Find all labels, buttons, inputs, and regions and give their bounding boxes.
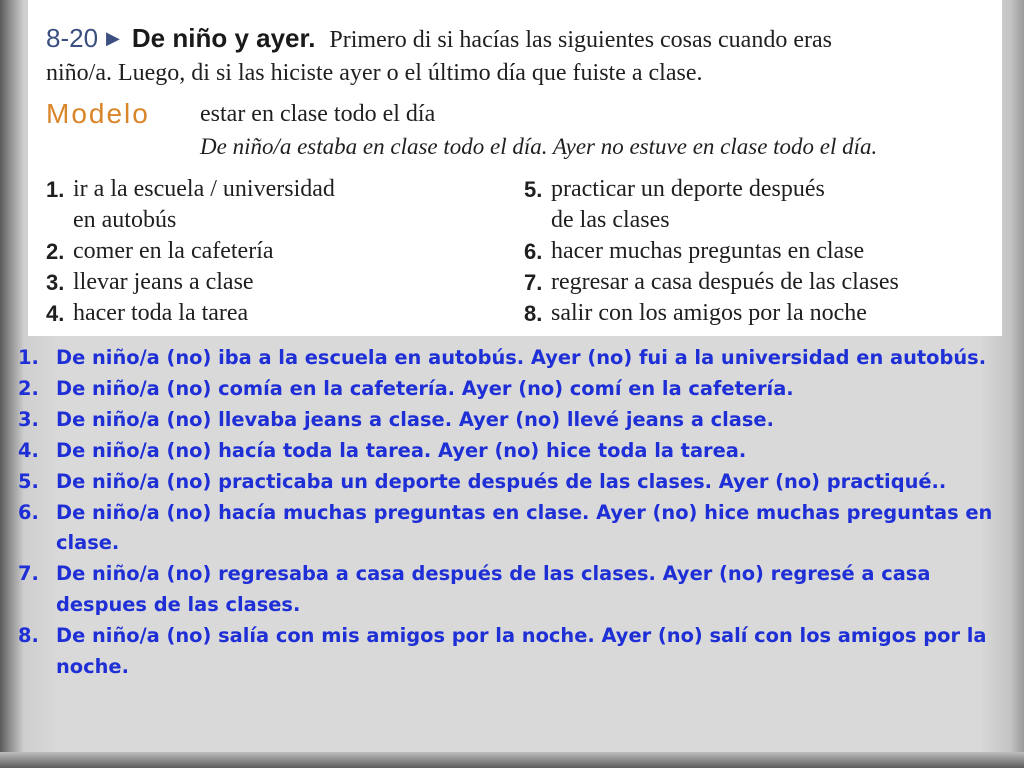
item-number: 7.: [524, 270, 543, 295]
answer-item: [18, 467, 1008, 498]
slide-bottom-edge: [0, 752, 1024, 768]
answer-number: 7.: [18, 562, 39, 586]
list-item: [46, 267, 335, 298]
item-text: hacer toda la tarea: [73, 300, 249, 326]
item-number: 5.: [524, 177, 543, 202]
answer-number: 6.: [18, 500, 39, 524]
list-item: [46, 236, 335, 267]
answer-item: [18, 621, 1008, 683]
items-right-column: [524, 174, 899, 329]
modelo-prompt: estar en clase todo el día: [200, 101, 436, 127]
list-item: [46, 174, 335, 236]
answer-item: [18, 436, 1008, 467]
answer-text: De niño/a (no) regresaba a casa después de las clases. Ayer (no) regresé a casa despues de las clases.: [56, 562, 931, 617]
answer-item: [18, 405, 1008, 436]
exercise-instructions-2: niño/a. Luego, di si las hiciste ayer o el último día que fuiste a clase.: [46, 60, 703, 86]
answer-text: De niño/a (no) iba a la escuela en autobús. Ayer (no) fui a la universidad en autobús.: [56, 346, 987, 369]
item-number: 3.: [46, 270, 65, 295]
exercise-number: 8-20: [46, 23, 99, 53]
item-text: llevar jeans a clase: [73, 269, 254, 295]
exercise-header: [46, 22, 986, 89]
item-text-continued: en autobús: [73, 207, 177, 233]
answer-item: [18, 559, 1008, 621]
item-number: 2.: [46, 239, 65, 264]
list-item: [524, 267, 899, 298]
answer-number: 4.: [18, 438, 39, 462]
answer-text: De niño/a (no) comía en la cafetería. Ayer (no) comí en la cafetería.: [56, 376, 794, 400]
item-number: 8.: [524, 301, 543, 326]
item-text: comer en la cafetería: [73, 238, 274, 264]
answer-list: [18, 343, 1008, 683]
answer-number: 2.: [18, 376, 39, 400]
modelo-label: Modelo: [46, 98, 150, 129]
items-left-column: [46, 174, 335, 329]
exercise-header-line-1: [46, 22, 986, 57]
item-number: 1.: [46, 177, 65, 202]
item-text: regresar a casa después de las clases: [551, 269, 899, 295]
list-item: [524, 236, 899, 267]
list-item: [524, 298, 899, 329]
exercise-instructions-1: Primero di si hacías las siguientes cosas cuando eras: [329, 27, 832, 53]
answer-number: 5.: [18, 469, 39, 493]
answer-text: De niño/a (no) practicaba un deporte después de las clases. Ayer (no) practiqué..: [56, 469, 947, 493]
play-arrow-icon: ▶: [106, 28, 120, 48]
list-item: [46, 298, 335, 329]
answer-item: [18, 343, 1008, 374]
answer-item: [18, 374, 1008, 405]
modelo-example: De niño/a estaba en clase todo el día. Ayer no estuve en clase todo el día.: [200, 134, 878, 159]
item-text-continued: de las clases: [551, 207, 670, 233]
list-item: [524, 174, 899, 236]
item-number: 6.: [524, 239, 543, 264]
answer-item: [18, 498, 1008, 560]
answer-number: 3.: [18, 407, 39, 431]
item-text: salir con los amigos por la noche: [551, 300, 867, 326]
item-number: 4.: [46, 301, 65, 326]
answer-number: 8.: [18, 624, 39, 648]
answer-text: De niño/a (no) hacía muchas preguntas en clase. Ayer (no) hice muchas preguntas en clase.: [56, 500, 993, 555]
exercise-title: De niño y ayer.: [131, 23, 316, 53]
answer-text: De niño/a (no) hacía toda la tarea. Ayer (no) hice toda la tarea.: [56, 438, 747, 462]
answer-text: De niño/a (no) salía con mis amigos por la noche. Ayer (no) salí con los amigos por la noche.: [56, 624, 987, 679]
item-text: hacer muchas preguntas en clase: [551, 238, 865, 264]
item-text: practicar un deporte después: [551, 176, 825, 202]
answer-number: 1.: [18, 346, 39, 369]
item-text: ir a la escuela / universidad: [73, 176, 335, 202]
answer-text: De niño/a (no) llevaba jeans a clase. Ayer (no) llevé jeans a clase.: [56, 407, 774, 431]
